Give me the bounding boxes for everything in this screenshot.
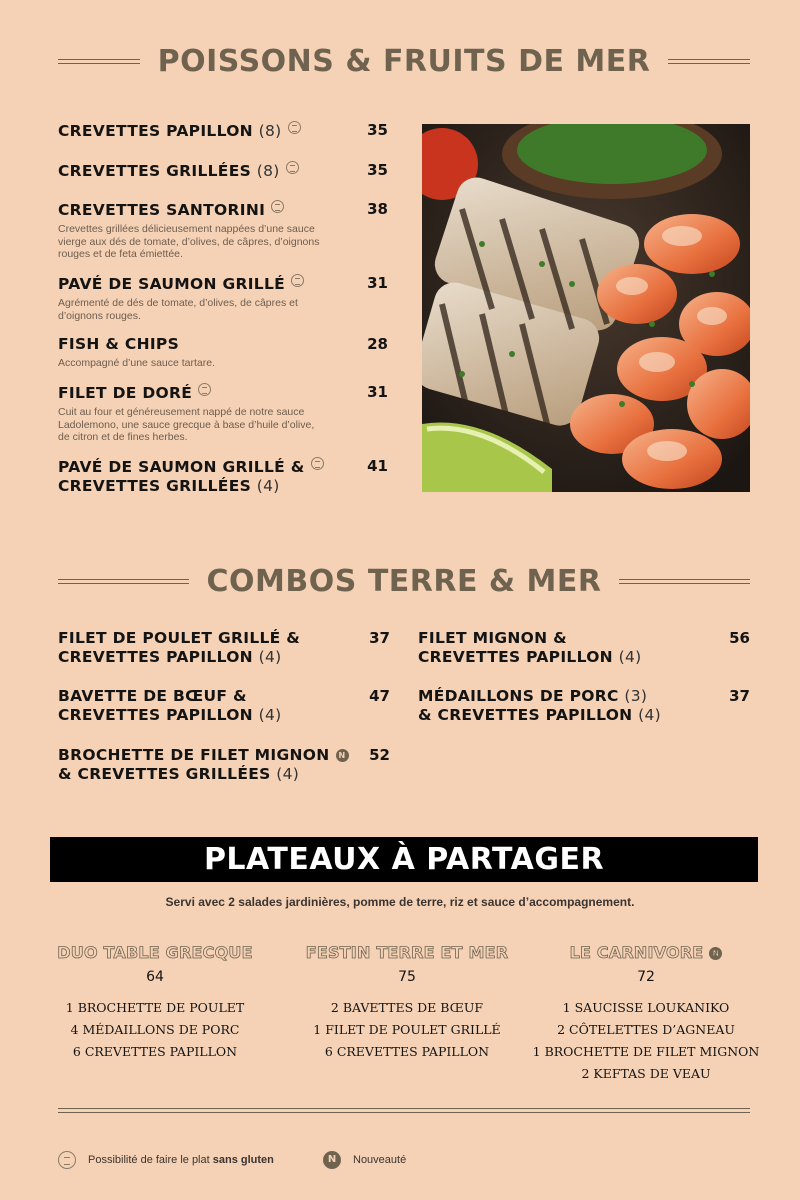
platter-line: 6 CREVETTES PAPILLON <box>324 1044 490 1059</box>
item-price: 56 <box>729 629 750 647</box>
item-price: 47 <box>369 687 390 705</box>
platter-price: 72 <box>637 969 655 985</box>
divider <box>619 579 750 584</box>
combo-line1: BROCHETTE DE FILET MIGNON <box>58 746 330 764</box>
section-title: POISSONS & FRUITS DE MER <box>157 44 651 79</box>
item-quantity: (3) <box>624 687 648 705</box>
combo-line1: MÉDAILLONS DE PORC <box>418 687 619 705</box>
item-name: PAVÉ DE SAUMON GRILLÉ <box>58 275 286 293</box>
item-price: 52 <box>369 746 390 764</box>
platter-line: 2 KEFTAS DE VEAU <box>581 1066 711 1081</box>
divider <box>58 579 189 584</box>
gluten-free-icon <box>286 161 299 174</box>
gluten-free-icon <box>58 1151 76 1169</box>
menu-item <box>58 457 388 496</box>
gluten-free-icon <box>271 200 284 213</box>
platter-contents <box>521 997 771 1085</box>
legend-gluten-bold: sans gluten <box>212 1154 274 1166</box>
item-price: 38 <box>367 200 388 218</box>
combo-line1: FILET DE POULET GRILLÉ & <box>58 629 301 647</box>
menu-item <box>58 383 388 444</box>
item-price: 35 <box>367 161 388 179</box>
combo-line2: CREVETTES PAPILLON <box>418 648 613 666</box>
divider <box>668 59 750 64</box>
platter-price: 75 <box>398 969 416 985</box>
item-description: Cuit au four et généreusement nappé de notre sauce Ladolemono, une sauce grecque à base d’huile d’olive, de citron et de fines herbes. <box>58 406 315 443</box>
legend-gluten-free <box>58 1151 274 1169</box>
platter-line: 1 FILET DE POULET GRILLÉ <box>313 1022 501 1037</box>
platter-line: 2 CÔTELETTES D’AGNEAU <box>557 1022 735 1037</box>
item-name-line1: PAVÉ DE SAUMON GRILLÉ & <box>58 458 305 476</box>
combo-line1: BAVETTE DE BŒUF & <box>58 687 247 705</box>
item-name-line2: CREVETTES GRILLÉES <box>58 477 252 495</box>
item-quantity: (4) <box>258 706 282 724</box>
new-icon: N <box>323 1151 341 1169</box>
platter-line: 4 MÉDAILLONS DE PORC <box>70 1022 240 1037</box>
platter-line: 6 CREVETTES PAPILLON <box>72 1044 238 1059</box>
item-quantity: (4) <box>638 706 662 724</box>
item-name: CREVETTES PAPILLON <box>58 122 253 140</box>
platter-item <box>30 943 280 1063</box>
platter-item <box>282 943 532 1063</box>
footer-divider <box>58 1108 750 1113</box>
item-price: 28 <box>367 335 388 353</box>
combo-item <box>418 687 750 725</box>
item-quantity: (4) <box>256 477 280 495</box>
combo-item <box>58 746 390 784</box>
menu-item <box>58 161 388 181</box>
new-icon: N <box>336 749 349 762</box>
food-photo <box>422 124 750 492</box>
item-price: 31 <box>367 274 388 292</box>
platters-subtitle: Servi avec 2 salades jardinières, pomme de terre, riz et sauce d’accompagnement. <box>165 895 635 909</box>
platter-item <box>521 943 771 1085</box>
item-quantity: (4) <box>618 648 642 666</box>
item-name: CREVETTES SANTORINI <box>58 201 266 219</box>
platter-name: FESTIN TERRE ET MER <box>305 943 509 962</box>
gluten-free-icon <box>291 274 304 287</box>
item-name: CREVETTES GRILLÉES <box>58 162 252 180</box>
new-icon: N <box>709 947 722 960</box>
combo-item <box>58 629 390 667</box>
item-quantity: (4) <box>276 765 300 783</box>
menu-item <box>58 200 388 261</box>
platter-contents <box>282 997 532 1063</box>
gluten-free-icon <box>198 383 211 396</box>
divider <box>58 59 140 64</box>
combo-item <box>58 687 390 725</box>
menu-item <box>58 274 388 322</box>
menu-item <box>58 335 388 370</box>
platter-line: 1 BROCHETTE DE POULET <box>65 1000 245 1015</box>
item-description: Agrémenté de dés de tomate, d’olives, de câpres et d’oignons rouges. <box>58 297 298 322</box>
item-price: 37 <box>729 687 750 705</box>
combo-line2: & CREVETTES GRILLÉES <box>58 765 271 783</box>
gluten-free-icon <box>288 121 301 134</box>
legend-new <box>323 1151 406 1169</box>
section-title: COMBOS TERRE & MER <box>206 564 602 599</box>
item-description: Crevettes grillées délicieusement nappées d’une sauce vierge aux dés de tomate, d’olives, de câpres, d’oignons rouges et de feta émiettée. <box>58 223 320 260</box>
item-price: 41 <box>367 457 388 475</box>
item-price: 37 <box>369 629 390 647</box>
legend-new-text: Nouveauté <box>353 1154 407 1166</box>
platter-line: 2 BAVETTES DE BŒUF <box>330 1000 484 1015</box>
item-name: FILET DE DORÉ <box>58 384 193 402</box>
combo-line2: CREVETTES PAPILLON <box>58 648 253 666</box>
combos-header <box>58 564 750 599</box>
platter-price: 64 <box>146 969 164 985</box>
item-quantity: (8) <box>256 162 280 180</box>
item-price: 35 <box>367 121 388 139</box>
legend-gluten-text: Possibilité de faire le plat <box>88 1154 213 1166</box>
combo-item <box>418 629 750 667</box>
platter-line: 1 SAUCISSE LOUKANIKO <box>562 1000 730 1015</box>
gluten-free-icon <box>311 457 324 470</box>
combo-line2: CREVETTES PAPILLON <box>58 706 253 724</box>
item-quantity: (8) <box>258 122 282 140</box>
seafood-header <box>58 44 750 79</box>
platter-contents <box>30 997 280 1063</box>
item-price: 31 <box>367 383 388 401</box>
menu-item <box>58 121 388 141</box>
item-quantity: (4) <box>258 648 282 666</box>
item-name: FISH & CHIPS <box>58 335 180 353</box>
platters-title: PLATEAUX À PARTAGER <box>50 837 758 882</box>
combo-line2: & CREVETTES PAPILLON <box>418 706 633 724</box>
item-description: Accompagné d’une sauce tartare. <box>58 357 216 369</box>
platter-name: DUO TABLE GRECQUE <box>57 943 253 962</box>
platter-name: LE CARNIVORE <box>569 943 704 962</box>
platter-line: 1 BROCHETTE DE FILET MIGNON <box>532 1044 760 1059</box>
combo-line1: FILET MIGNON & <box>418 629 567 647</box>
